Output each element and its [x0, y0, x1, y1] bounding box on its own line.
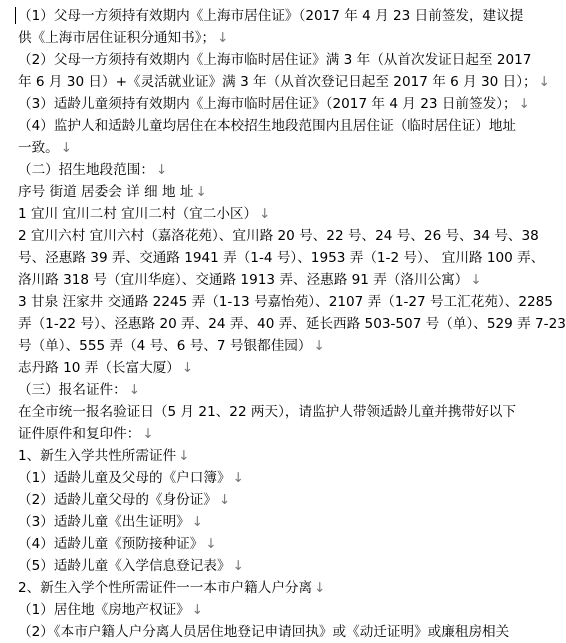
document-line [18, 313, 566, 335]
document-line [18, 467, 532, 489]
document-line [18, 269, 532, 291]
document-line [18, 159, 532, 181]
document-line [18, 335, 532, 357]
paragraph-mark-icon: ↓ [155, 162, 168, 178]
document-line [18, 379, 532, 401]
document-line [18, 445, 532, 467]
paragraph-mark-icon: ↓ [128, 382, 141, 398]
paragraph-mark-icon: ↓ [218, 492, 231, 508]
document-line [18, 5, 532, 27]
line-text: 1、新生入学共性所需证件 [18, 448, 177, 464]
paragraph-mark-icon: ↓ [232, 470, 244, 486]
paragraph-mark-icon: ↓ [518, 96, 530, 112]
line-text: （2）《本市户籍人户分离人员居住地登记申请回执》或《动迁证明》或廉租房相关 [18, 624, 510, 640]
document-line [18, 137, 532, 159]
paragraph-mark-icon: ↓ [181, 360, 194, 376]
document-line [18, 599, 532, 621]
document-line [18, 203, 532, 225]
document-line [18, 555, 532, 577]
document-line [18, 423, 532, 445]
paragraph-mark-icon: ↓ [314, 580, 326, 596]
document-line [18, 49, 532, 71]
paragraph-mark-icon: ↓ [205, 536, 217, 552]
line-text: 弄（1-22 号）、泾惠路 20 弄、24 弄、40 弄、延长西路 503-507 号（单）、529 弄 7-23 [18, 316, 566, 332]
paragraph-mark-icon: ↓ [259, 206, 271, 222]
document-line [18, 621, 532, 643]
paragraph-mark-icon: ↓ [60, 140, 73, 156]
document-line [18, 247, 545, 269]
paragraph-mark-icon: ↓ [178, 448, 190, 464]
line-text: 3 甘泉 汪家井 交通路 2245 弄（1-13 号嘉怡苑）、2107 弄（1-27 号工汇花苑）、2285 [18, 294, 553, 310]
line-text: （1）适龄儿童及父母的《户口簿》 [18, 470, 231, 486]
paragraph-mark-icon: ↓ [217, 30, 229, 46]
document-line [18, 93, 532, 115]
line-text: （三）报名证件： [18, 382, 127, 398]
line-text: （4）适龄儿童《预防接种证》 [18, 536, 204, 552]
document-line [18, 401, 532, 423]
line-text: 志丹路 10 弄（长富大厦） [18, 360, 180, 376]
text-cursor [15, 7, 16, 24]
paragraph-mark-icon: ↓ [142, 426, 154, 442]
line-text: （1）居住地《房地产权证》 [18, 602, 190, 618]
paragraph-mark-icon: ↓ [538, 74, 550, 90]
line-text: 1 宜川 宜川二村 宜川二村（宜二小区） [18, 206, 258, 222]
line-text: 2、新生入学个性所需证件一一本市户籍人户分离 [18, 580, 313, 596]
paragraph-mark-icon: ↓ [195, 184, 207, 200]
line-text: （3）适龄儿童须持有效期内《上海市临时居住证》（2017 年 4 月 23 日前签发）； [18, 96, 517, 112]
line-text: （2）适龄儿童父母的《身份证》 [18, 492, 217, 508]
document-line [18, 533, 532, 555]
line-text: 证件原件和复印件： [18, 426, 141, 442]
line-text: （2）父母一方须持有效期内《上海市临时居住证》满 3 年（从首次发证日起至 2017 [18, 52, 532, 68]
line-text: （4）监护人和适龄儿童均居住在本校招生地段范围内且居住证（临时居住证）地址 [18, 118, 517, 134]
paragraph-mark-icon: ↓ [191, 514, 204, 530]
paragraph-mark-icon: ↓ [191, 602, 204, 618]
document-line [18, 511, 532, 533]
line-text: 一致。 [18, 140, 59, 156]
document-line [18, 291, 553, 313]
line-text: （1）父母一方须持有效期内《上海市居住证》（2017 年 4 月 23 日前签发，建议提 [18, 8, 524, 24]
document-line [18, 577, 532, 599]
paragraph-mark-icon: ↓ [232, 558, 244, 574]
line-text: 号（单）、555 弄（4 号、6 号、7 号银都佳园） [18, 338, 312, 354]
document-line [18, 225, 539, 247]
line-text: 供《上海市居住证积分通知书》； [18, 30, 216, 46]
document-line [18, 27, 532, 49]
line-text: 洛川路 318 号（宜川华庭）、交通路 1913 弄、泾惠路 91 弄（洛川公寓） [18, 272, 469, 288]
paragraph-mark-icon: ↓ [470, 272, 482, 288]
line-text: 在全市统一报名验证日（5 月 21、22 两天），请监护人带领适龄儿童并携带好以下 [18, 404, 516, 420]
line-text: 2 宜川六村 宜川六村（嘉洛花苑）、宜川路 20 号、22 号、24 号、26 号、34 号、38 [18, 228, 539, 244]
document-line [18, 489, 532, 511]
document-line [18, 115, 532, 137]
line-text: 序号 街道 居委会 详 细 地 址 [18, 184, 194, 200]
document-line [18, 71, 550, 93]
line-text: 年 6 月 30 日）+《灵活就业证》满 3 年（从首次登记日起至 2017 年 6 月 30 日）； [18, 74, 537, 90]
document-line [18, 357, 532, 379]
line-text: （5）适龄儿童《入学信息登记表》 [18, 558, 231, 574]
paragraph-mark-icon: ↓ [313, 338, 325, 354]
line-text: 号、泾惠路 39 弄、交通路 1941 弄（1-4 号）、1953 弄（1-2 号）、 宜川路 100 弄、 [18, 250, 545, 266]
line-text: （3）适龄儿童《出生证明》 [18, 514, 190, 530]
document-line [18, 181, 532, 203]
line-text: （二）招生地段范围： [18, 162, 154, 178]
